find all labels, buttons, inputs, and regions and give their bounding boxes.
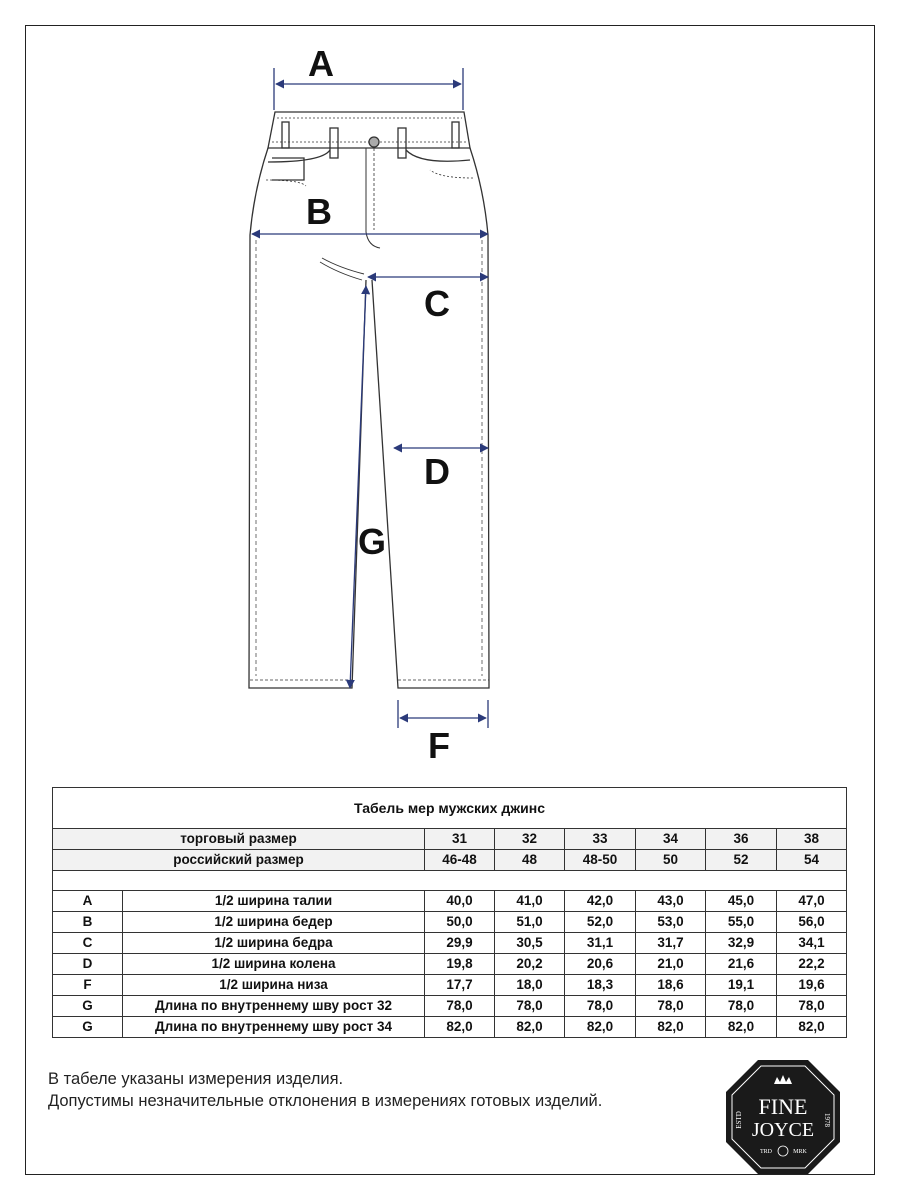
note-line-1: В табеле указаны измерения изделия.: [48, 1070, 344, 1088]
row-name: Длина по внутреннему шву рост 34: [123, 1017, 425, 1038]
row-value: 82,0: [495, 1017, 565, 1038]
table-row: [53, 996, 847, 1017]
row-value: 34,1: [777, 933, 847, 954]
row-value: 50,0: [425, 912, 495, 933]
row-name: 1/2 ширина колена: [123, 954, 425, 975]
row-value: 19,6: [777, 975, 847, 996]
russian-size-value: 52: [706, 850, 777, 871]
table-row: [53, 954, 847, 975]
row-value: 45,0: [706, 891, 777, 912]
row-value: 78,0: [636, 996, 706, 1017]
row-name: 1/2 ширина низа: [123, 975, 425, 996]
logo-left-text: ESTD: [735, 1111, 743, 1129]
row-value: 42,0: [565, 891, 636, 912]
row-value: 40,0: [425, 891, 495, 912]
logo-word-fine: FINE: [758, 1094, 808, 1119]
row-value: 56,0: [777, 912, 847, 933]
trade-size-value: 34: [636, 829, 706, 850]
row-value: 51,0: [495, 912, 565, 933]
row-name: 1/2 ширина талии: [123, 891, 425, 912]
row-value: 55,0: [706, 912, 777, 933]
row-value: 21,6: [706, 954, 777, 975]
russian-size-value: 46-48: [425, 850, 495, 871]
russian-size-row: [53, 850, 847, 871]
trade-size-value: 33: [565, 829, 636, 850]
trade-size-value: 31: [425, 829, 495, 850]
row-value: 78,0: [495, 996, 565, 1017]
label-c: C: [424, 283, 450, 324]
label-f: F: [428, 725, 450, 766]
russian-size-value: 48-50: [565, 850, 636, 871]
row-value: 17,7: [425, 975, 495, 996]
size-table: [52, 787, 847, 1038]
logo-right-text: 1978: [823, 1113, 831, 1127]
spacer-row: [53, 871, 847, 891]
table-row: [53, 933, 847, 954]
row-value: 18,0: [495, 975, 565, 996]
trade-size-value: 32: [495, 829, 565, 850]
table-row: [53, 1017, 847, 1038]
row-value: 78,0: [425, 996, 495, 1017]
row-value: 20,2: [495, 954, 565, 975]
row-value: 21,0: [636, 954, 706, 975]
table-row: [53, 975, 847, 996]
row-value: 43,0: [636, 891, 706, 912]
row-name: Длина по внутреннему шву рост 32: [123, 996, 425, 1017]
row-value: 41,0: [495, 891, 565, 912]
dimension-lines: [252, 68, 488, 728]
row-name: 1/2 ширина бедра: [123, 933, 425, 954]
label-b: B: [306, 191, 332, 232]
row-value: 29,9: [425, 933, 495, 954]
row-value: 31,7: [636, 933, 706, 954]
row-value: 82,0: [706, 1017, 777, 1038]
row-code: A: [53, 891, 123, 912]
row-value: 30,5: [495, 933, 565, 954]
russian-size-label: российский размер: [53, 850, 425, 871]
row-code: G: [53, 1017, 123, 1038]
table-row: [53, 912, 847, 933]
russian-size-value: 54: [777, 850, 847, 871]
row-value: 78,0: [777, 996, 847, 1017]
brand-logo: [724, 1058, 842, 1176]
row-value: 20,6: [565, 954, 636, 975]
label-g: G: [358, 521, 387, 562]
row-value: 82,0: [636, 1017, 706, 1038]
row-value: 78,0: [565, 996, 636, 1017]
row-value: 32,9: [706, 933, 777, 954]
row-value: 53,0: [636, 912, 706, 933]
label-d: D: [424, 451, 450, 492]
row-value: 18,3: [565, 975, 636, 996]
logo-bottom-left: TRD: [760, 1149, 772, 1155]
row-value: 82,0: [425, 1017, 495, 1038]
table-title: Табель мер мужских джинс: [53, 788, 847, 829]
notes: [48, 1068, 602, 1112]
trade-size-label: торговый размер: [53, 829, 425, 850]
row-value: 82,0: [565, 1017, 636, 1038]
logo-word-joyce: JOYCE: [751, 1119, 815, 1141]
row-code: D: [53, 954, 123, 975]
note-line-2: Допустимы незначительные отклонения в измерениях готовых изделий.: [48, 1092, 603, 1110]
jeans-outline: [249, 112, 489, 688]
row-code: B: [53, 912, 123, 933]
row-value: 18,6: [636, 975, 706, 996]
row-value: 47,0: [777, 891, 847, 912]
russian-size-value: 48: [495, 850, 565, 871]
table-row: [53, 891, 847, 912]
trade-size-row: [53, 829, 847, 850]
russian-size-value: 50: [636, 850, 706, 871]
row-value: 82,0: [777, 1017, 847, 1038]
row-value: 31,1: [565, 933, 636, 954]
row-value: 19,8: [425, 954, 495, 975]
row-value: 52,0: [565, 912, 636, 933]
label-a: A: [308, 43, 334, 84]
logo-bottom-right: MRK: [793, 1149, 807, 1155]
row-code: G: [53, 996, 123, 1017]
trade-size-value: 38: [777, 829, 847, 850]
trade-size-value: 36: [706, 829, 777, 850]
row-name: 1/2 ширина бедер: [123, 912, 425, 933]
row-value: 78,0: [706, 996, 777, 1017]
row-code: F: [53, 975, 123, 996]
row-code: C: [53, 933, 123, 954]
row-value: 22,2: [777, 954, 847, 975]
row-value: 19,1: [706, 975, 777, 996]
